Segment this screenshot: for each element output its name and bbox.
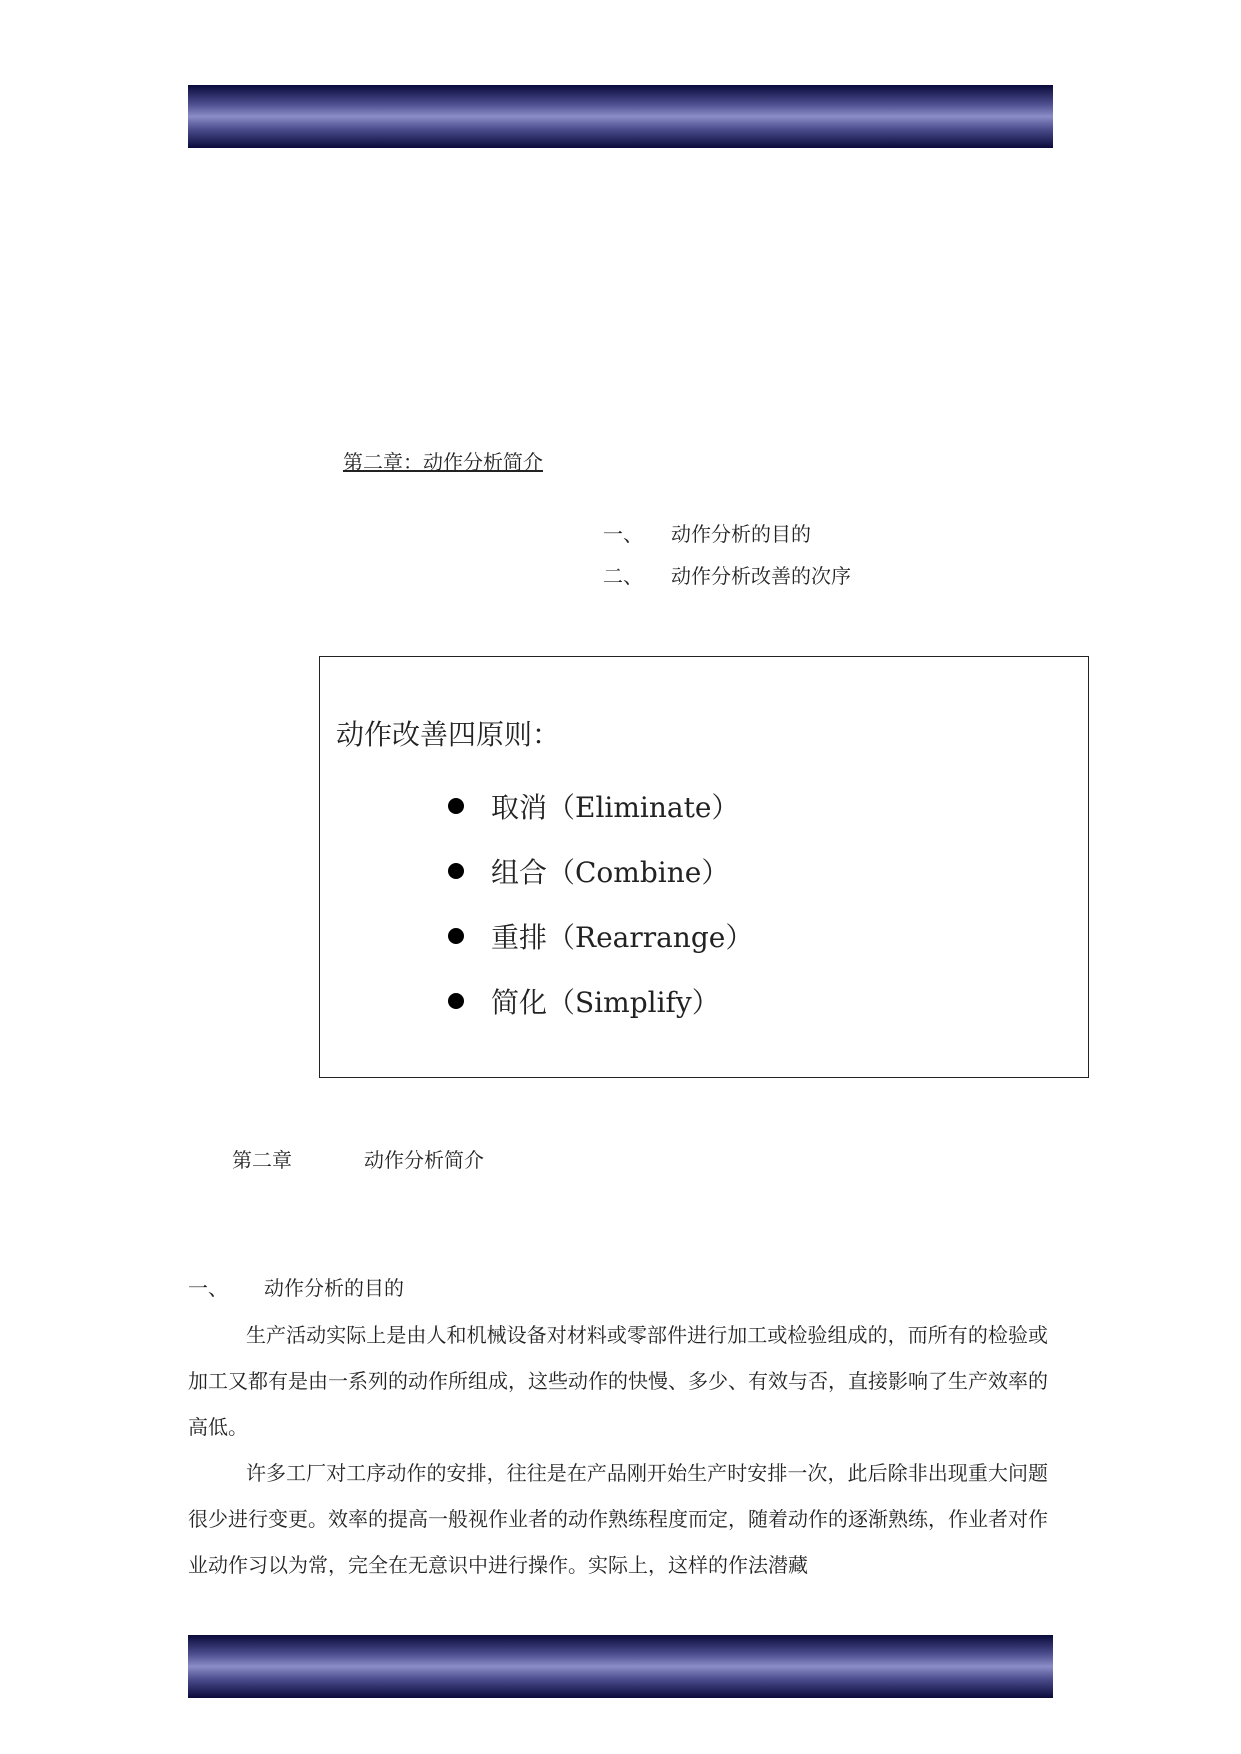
toc-chapter-link[interactable]: 第二章：动作分析简介 [343,450,543,474]
principle-label: 取消（Eliminate） [491,790,740,824]
section-title: 动作分析的目的 [264,1276,404,1300]
chapter-title: 动作分析简介 [364,1148,484,1172]
paragraph: 许多工厂对工序动作的安排，往往是在产品刚开始生产时安排一次，此后除非出现重大问题很少进行变更。效率的提高一般视作业者的动作熟练程度而定，随着动作的逐渐熟练，作业者对作业动作习以为常，完全在无意识中进行操作。实际上，这样的作法潜藏 [188,1461,1048,1577]
toc-list [603,520,851,604]
footer-band [188,1635,1053,1698]
principle-label: 组合（Combine） [491,855,730,889]
toc-item[interactable] [603,562,851,604]
chapter-heading [232,1144,484,1173]
principle-item [448,773,753,838]
bullet-icon [448,798,464,814]
toc-item-number: 一、 [603,522,643,546]
toc-item[interactable] [603,520,851,562]
section-number: 一、 [188,1276,228,1300]
toc-item-label: 动作分析改善的次序 [671,564,851,588]
principle-item [448,903,753,968]
bullet-icon [448,993,464,1009]
principle-label: 简化（Simplify） [491,985,720,1019]
principle-item [448,838,753,903]
header-band [188,85,1053,148]
section-heading [188,1272,404,1301]
principles-list [448,773,753,1033]
toc-item-label: 动作分析的目的 [671,522,811,546]
bullet-icon [448,863,464,879]
bullet-icon [448,928,464,944]
principles-box [319,656,1089,1078]
toc-item-number: 二、 [603,564,643,588]
principle-label: 重排（Rearrange） [491,920,754,954]
principles-title: 动作改善四原则： [336,718,561,751]
paragraph: 生产活动实际上是由人和机械设备对材料或零部件进行加工或检验组成的，而所有的检验或加工又都有是由一系列的动作所组成，这些动作的快慢、多少、有效与否，直接影响了生产效率的高低。 [188,1323,1048,1439]
principle-item [448,968,753,1033]
chapter-number: 第二章 [232,1148,292,1172]
body-text [188,1312,1048,1588]
